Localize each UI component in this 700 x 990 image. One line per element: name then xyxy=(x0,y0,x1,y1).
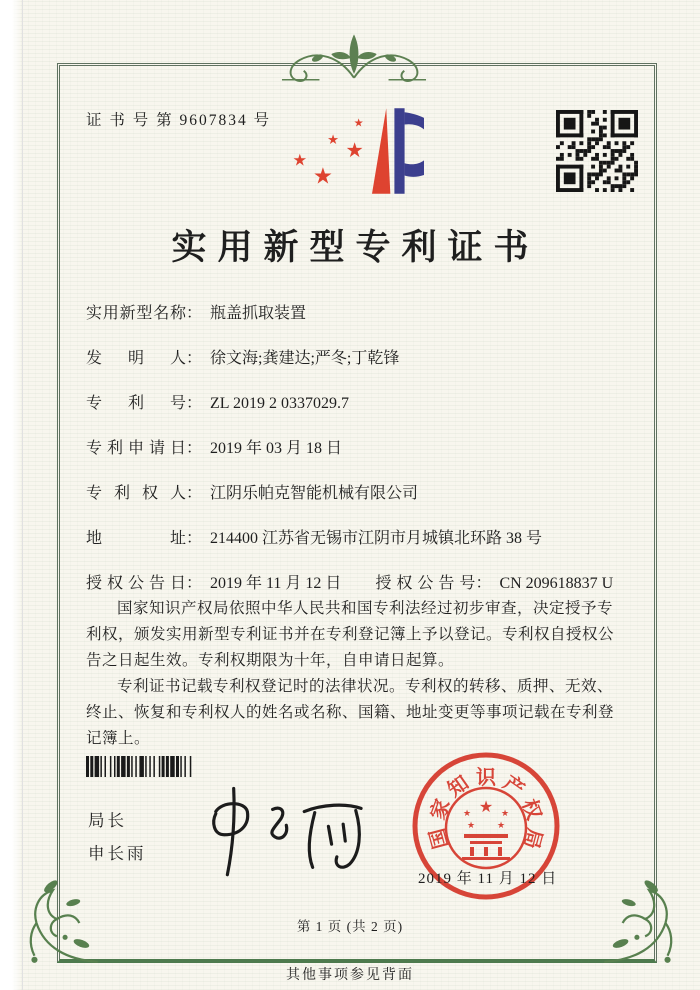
certificate-fields xyxy=(86,300,626,615)
field-label: 地址 xyxy=(86,530,186,547)
field-value: 瓶盖抓取装置 xyxy=(210,305,307,322)
colon: ： xyxy=(475,575,492,592)
certificate-title: 实用新型专利证书 xyxy=(171,228,540,267)
officer-signature xyxy=(190,780,370,880)
barcode xyxy=(86,756,268,777)
seal-national-emblem xyxy=(446,788,526,868)
cnipa-logo-icon xyxy=(266,96,424,206)
seal-char: 家 xyxy=(427,796,455,823)
officer-title: 局长 xyxy=(88,811,127,830)
legal-paragraph-2: 专利证书记载专利权登记时的法律状况。专利权的转移、质押、无效、终止、恢复和专利权人的姓名或名称、国籍、地址变更等事项记载在专利登记簿上。 xyxy=(86,678,615,747)
field-label: 授权公告日 xyxy=(86,575,186,592)
field-value: CN 209618837 U xyxy=(499,575,614,592)
colon: ： xyxy=(186,305,203,322)
colon: ： xyxy=(186,395,203,412)
field-value: 2019 年 03 月 18 日 xyxy=(210,440,343,457)
field-grant-number xyxy=(375,570,613,593)
seal-char: 国 xyxy=(426,825,453,851)
colon: ： xyxy=(186,350,203,367)
colon: ： xyxy=(186,485,203,502)
svg-text:★: ★ xyxy=(466,821,476,831)
page-number: 第 1 页 (共 2 页) xyxy=(296,919,404,934)
field-label: 专利号 xyxy=(86,395,186,412)
field-patentee xyxy=(86,480,626,502)
svg-text:★: ★ xyxy=(327,132,340,148)
field-value: ZL 2019 2 0337029.7 xyxy=(210,395,349,412)
svg-text:★: ★ xyxy=(496,821,506,831)
field-label: 发明人 xyxy=(86,350,186,367)
field-value: 江阴乐帕克智能机械有限公司 xyxy=(210,485,419,502)
legal-text xyxy=(86,596,626,752)
colon: ： xyxy=(186,530,203,547)
colon: ： xyxy=(186,440,203,457)
field-label: 专利权人 xyxy=(86,485,186,502)
svg-text:★: ★ xyxy=(478,797,494,816)
field-utility-model-name xyxy=(86,300,626,322)
scan-page-edge xyxy=(0,0,23,990)
seal-char: 局 xyxy=(519,825,546,851)
svg-text:★: ★ xyxy=(312,163,333,190)
certificate-number-label: 证 书 号 xyxy=(86,112,151,129)
seal-char: 权 xyxy=(517,796,545,823)
officer-name: 申长雨 xyxy=(88,844,147,863)
certificate-number xyxy=(86,108,271,130)
field-grant-date-and-number xyxy=(86,570,626,592)
svg-text:★: ★ xyxy=(292,150,308,170)
field-patent-number xyxy=(86,390,626,412)
seal-char: 识 xyxy=(476,767,496,789)
svg-text:★: ★ xyxy=(353,116,364,130)
certificate-number-value: 第 9607834 号 xyxy=(156,112,272,129)
qr-code xyxy=(556,110,638,192)
field-label: 专利申请日 xyxy=(86,440,186,457)
seal-date: 2019 年 11 月 12 日 xyxy=(418,871,558,887)
seal-char: 产 xyxy=(499,771,529,802)
field-label: 授权公告号 xyxy=(375,575,476,592)
svg-text:★: ★ xyxy=(462,809,472,819)
svg-text:★: ★ xyxy=(345,138,364,163)
field-label: 实用新型名称 xyxy=(86,305,186,322)
legal-paragraph-1: 国家知识产权局依照中华人民共和国专利法经过初步审查，决定授予专利权，颁发实用新型专利证书并在专利登记簿上予以登记。专利权自授权公告之日起生效。专利权期限为十年，自申请日起算。 xyxy=(86,600,615,669)
svg-text:★: ★ xyxy=(500,809,510,819)
field-address xyxy=(86,525,626,547)
field-value: 2019 年 11 月 12 日 xyxy=(210,575,342,592)
field-value: 214400 江苏省无锡市江阴市月城镇北环路 38 号 xyxy=(210,530,543,547)
field-value: 徐文海;龚建达;严冬;丁乾锋 xyxy=(210,350,400,367)
colon: ： xyxy=(186,575,203,592)
back-side-note: 其他事项参见背面 xyxy=(286,968,414,983)
field-inventors xyxy=(86,345,626,367)
officer-block xyxy=(88,804,147,870)
seal-char: 知 xyxy=(443,771,473,802)
field-filing-date xyxy=(86,435,626,457)
